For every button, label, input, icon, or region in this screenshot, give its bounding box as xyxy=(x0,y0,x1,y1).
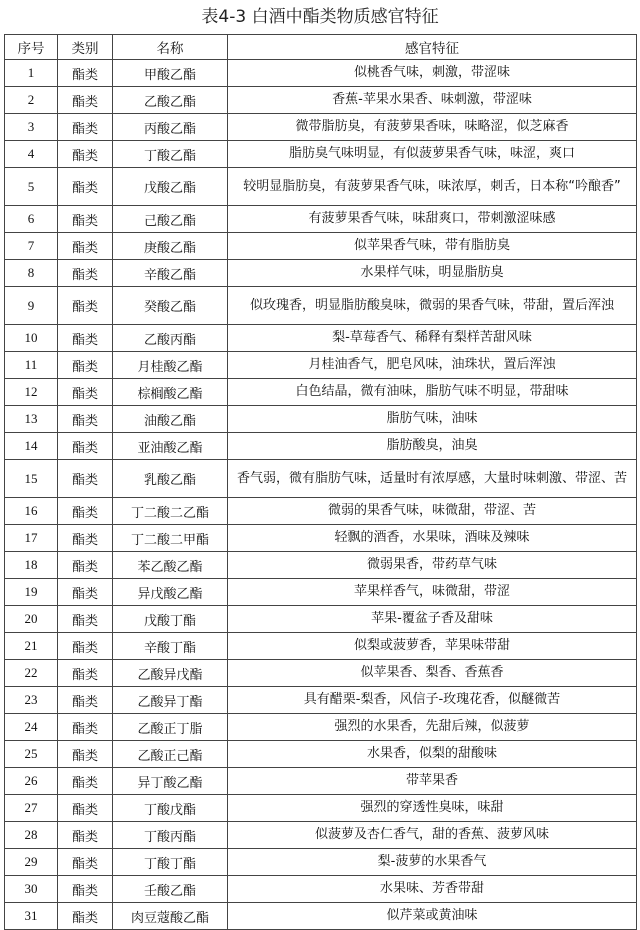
cell-number: 18 xyxy=(5,552,58,579)
table-row xyxy=(5,114,637,141)
cell-category: 酯类 xyxy=(58,287,113,325)
cell-name: 乙酸丙酯 xyxy=(113,325,228,352)
cell-number: 9 xyxy=(5,287,58,325)
table-row xyxy=(5,206,637,233)
table-row xyxy=(5,795,637,822)
cell-number: 15 xyxy=(5,460,58,498)
cell-sensory: 香气弱，微有脂肪气味，适量时有浓厚感，大量时味刺激、带涩、苦 xyxy=(228,460,637,498)
cell-name: 壬酸乙酯 xyxy=(113,876,228,903)
table-row xyxy=(5,87,637,114)
cell-category: 酯类 xyxy=(58,849,113,876)
cell-number: 16 xyxy=(5,498,58,525)
cell-number: 2 xyxy=(5,87,58,114)
cell-category: 酯类 xyxy=(58,552,113,579)
cell-category: 酯类 xyxy=(58,579,113,606)
cell-sensory: 脂肪臭气味明显，有似菠萝果香气味，味涩，爽口 xyxy=(228,141,637,168)
cell-number: 10 xyxy=(5,325,58,352)
cell-number: 11 xyxy=(5,352,58,379)
table-title: 表4-3 白酒中酯类物质感官特征 xyxy=(201,7,439,27)
cell-sensory: 具有醋栗-梨香，风信子-玫瑰花香，似醚微苦 xyxy=(228,687,637,714)
cell-name: 戊酸丁酯 xyxy=(113,606,228,633)
cell-number: 13 xyxy=(5,406,58,433)
cell-number: 17 xyxy=(5,525,58,552)
table-row xyxy=(5,260,637,287)
cell-number: 27 xyxy=(5,795,58,822)
table-row xyxy=(5,60,637,87)
cell-name: 丁酸戊酯 xyxy=(113,795,228,822)
cell-category: 酯类 xyxy=(58,714,113,741)
cell-sensory: 白色结晶，微有油味，脂肪气味不明显，带甜味 xyxy=(228,379,637,406)
cell-category: 酯类 xyxy=(58,795,113,822)
cell-number: 26 xyxy=(5,768,58,795)
cell-number: 30 xyxy=(5,876,58,903)
cell-category: 酯类 xyxy=(58,260,113,287)
cell-category: 酯类 xyxy=(58,325,113,352)
cell-sensory: 较明显脂肪臭，有菠萝果香气味，味浓厚，刺舌，日本称“吟酿香” xyxy=(228,168,637,206)
cell-name: 油酸乙酯 xyxy=(113,406,228,433)
cell-category: 酯类 xyxy=(58,460,113,498)
cell-category: 酯类 xyxy=(58,876,113,903)
col-header-number: 序号 xyxy=(5,35,58,60)
cell-number: 23 xyxy=(5,687,58,714)
table-row xyxy=(5,876,637,903)
sensory-table xyxy=(4,34,637,930)
cell-name: 丁酸乙酯 xyxy=(113,141,228,168)
table-row xyxy=(5,714,637,741)
cell-name: 甲酸乙酯 xyxy=(113,60,228,87)
cell-name: 戊酸乙酯 xyxy=(113,168,228,206)
col-header-sensory: 感官特征 xyxy=(228,35,637,60)
cell-sensory: 水果味、芳香带甜 xyxy=(228,876,637,903)
cell-category: 酯类 xyxy=(58,822,113,849)
cell-name: 辛酸乙酯 xyxy=(113,260,228,287)
cell-number: 20 xyxy=(5,606,58,633)
table-row xyxy=(5,433,637,460)
cell-name: 丙酸乙酯 xyxy=(113,114,228,141)
cell-sensory: 似苹果香气味，带有脂肪臭 xyxy=(228,233,637,260)
cell-name: 棕榈酸乙酯 xyxy=(113,379,228,406)
cell-sensory: 似苹果香、梨香、香蕉香 xyxy=(228,660,637,687)
cell-number: 3 xyxy=(5,114,58,141)
table-row xyxy=(5,687,637,714)
cell-category: 酯类 xyxy=(58,379,113,406)
table-row xyxy=(5,141,637,168)
cell-category: 酯类 xyxy=(58,206,113,233)
cell-category: 酯类 xyxy=(58,406,113,433)
cell-number: 29 xyxy=(5,849,58,876)
cell-number: 25 xyxy=(5,741,58,768)
cell-sensory: 强烈的水果香，先甜后辣，似菠萝 xyxy=(228,714,637,741)
cell-sensory: 梨-菠萝的水果香气 xyxy=(228,849,637,876)
cell-name: 己酸乙酯 xyxy=(113,206,228,233)
cell-number: 21 xyxy=(5,633,58,660)
cell-number: 12 xyxy=(5,379,58,406)
table-row xyxy=(5,741,637,768)
cell-sensory: 似菠萝及杏仁香气，甜的香蕉、菠萝风味 xyxy=(228,822,637,849)
table-row xyxy=(5,633,637,660)
cell-name: 乙酸异戊酯 xyxy=(113,660,228,687)
cell-number: 6 xyxy=(5,206,58,233)
cell-name: 丁二酸二乙酯 xyxy=(113,498,228,525)
table-row xyxy=(5,768,637,795)
cell-name: 乙酸正丁脂 xyxy=(113,714,228,741)
header-row xyxy=(5,35,637,60)
cell-number: 14 xyxy=(5,433,58,460)
table-body xyxy=(5,60,637,930)
table-row xyxy=(5,552,637,579)
cell-sensory: 苹果样香气，味微甜，带涩 xyxy=(228,579,637,606)
cell-category: 酯类 xyxy=(58,87,113,114)
cell-sensory: 微弱的果香气味，味微甜，带涩、苦 xyxy=(228,498,637,525)
cell-sensory: 似桃香气味，刺激，带涩味 xyxy=(228,60,637,87)
cell-sensory: 香蕉-苹果水果香、味刺激，带涩味 xyxy=(228,87,637,114)
table-row xyxy=(5,379,637,406)
table-row xyxy=(5,822,637,849)
table-row xyxy=(5,660,637,687)
cell-category: 酯类 xyxy=(58,352,113,379)
cell-sensory: 似梨或菠萝香，苹果味带甜 xyxy=(228,633,637,660)
cell-category: 酯类 xyxy=(58,141,113,168)
cell-sensory: 微带脂肪臭，有菠萝果香味，味略涩，似芝麻香 xyxy=(228,114,637,141)
col-header-name: 名称 xyxy=(113,35,228,60)
cell-sensory: 水果样气味，明显脂肪臭 xyxy=(228,260,637,287)
cell-number: 31 xyxy=(5,903,58,930)
cell-name: 苯乙酸乙酯 xyxy=(113,552,228,579)
cell-category: 酯类 xyxy=(58,525,113,552)
cell-category: 酯类 xyxy=(58,60,113,87)
cell-category: 酯类 xyxy=(58,687,113,714)
cell-number: 19 xyxy=(5,579,58,606)
cell-sensory: 月桂油香气，肥皂风味，油珠状，置后浑浊 xyxy=(228,352,637,379)
table-row xyxy=(5,168,637,206)
cell-category: 酯类 xyxy=(58,741,113,768)
cell-name: 月桂酸乙酯 xyxy=(113,352,228,379)
cell-category: 酯类 xyxy=(58,233,113,260)
cell-name: 庚酸乙酯 xyxy=(113,233,228,260)
cell-number: 22 xyxy=(5,660,58,687)
table-row xyxy=(5,606,637,633)
table-row xyxy=(5,406,637,433)
table-row xyxy=(5,579,637,606)
cell-sensory: 水果香，似梨的甜酸味 xyxy=(228,741,637,768)
cell-number: 24 xyxy=(5,714,58,741)
table-row xyxy=(5,849,637,876)
col-header-category: 类别 xyxy=(58,35,113,60)
cell-category: 酯类 xyxy=(58,606,113,633)
table-row xyxy=(5,287,637,325)
cell-category: 酯类 xyxy=(58,168,113,206)
cell-name: 丁二酸二甲酯 xyxy=(113,525,228,552)
cell-name: 肉豆蔻酸乙酯 xyxy=(113,903,228,930)
cell-sensory: 似玫瑰香，明显脂肪酸臭味，微弱的果香气味，带甜，置后浑浊 xyxy=(228,287,637,325)
cell-name: 乙酸正己酯 xyxy=(113,741,228,768)
cell-category: 酯类 xyxy=(58,660,113,687)
cell-sensory: 脂肪气味，油味 xyxy=(228,406,637,433)
table-row xyxy=(5,498,637,525)
cell-sensory: 带苹果香 xyxy=(228,768,637,795)
cell-name: 丁酸丁酯 xyxy=(113,849,228,876)
cell-category: 酯类 xyxy=(58,498,113,525)
cell-number: 28 xyxy=(5,822,58,849)
cell-category: 酯类 xyxy=(58,903,113,930)
cell-sensory: 微弱果香，带药草气味 xyxy=(228,552,637,579)
cell-number: 1 xyxy=(5,60,58,87)
cell-name: 乙酸乙酯 xyxy=(113,87,228,114)
cell-category: 酯类 xyxy=(58,114,113,141)
cell-category: 酯类 xyxy=(58,633,113,660)
cell-category: 酯类 xyxy=(58,768,113,795)
cell-number: 8 xyxy=(5,260,58,287)
cell-name: 异丁酸乙酯 xyxy=(113,768,228,795)
cell-sensory: 轻飘的酒香，水果味，酒味及辣味 xyxy=(228,525,637,552)
cell-name: 亚油酸乙酯 xyxy=(113,433,228,460)
table-row xyxy=(5,352,637,379)
cell-name: 辛酸丁酯 xyxy=(113,633,228,660)
cell-name: 癸酸乙酯 xyxy=(113,287,228,325)
table-row xyxy=(5,325,637,352)
cell-number: 7 xyxy=(5,233,58,260)
table-row xyxy=(5,525,637,552)
cell-name: 乳酸乙酯 xyxy=(113,460,228,498)
table-row xyxy=(5,903,637,930)
cell-sensory: 脂肪酸臭，油臭 xyxy=(228,433,637,460)
cell-sensory: 有菠萝果香气味，味甜爽口，带刺激涩味感 xyxy=(228,206,637,233)
table-row xyxy=(5,460,637,498)
cell-category: 酯类 xyxy=(58,433,113,460)
cell-name: 乙酸异丁酯 xyxy=(113,687,228,714)
table-row xyxy=(5,233,637,260)
cell-name: 丁酸丙酯 xyxy=(113,822,228,849)
cell-sensory: 强烈的穿透性臭味，味甜 xyxy=(228,795,637,822)
cell-name: 异戊酸乙酯 xyxy=(113,579,228,606)
cell-sensory: 苹果-覆盆子香及甜味 xyxy=(228,606,637,633)
cell-number: 5 xyxy=(5,168,58,206)
cell-number: 4 xyxy=(5,141,58,168)
cell-sensory: 梨-草莓香气、稀释有梨样苦甜风味 xyxy=(228,325,637,352)
cell-sensory: 似芹菜或黄油味 xyxy=(228,903,637,930)
